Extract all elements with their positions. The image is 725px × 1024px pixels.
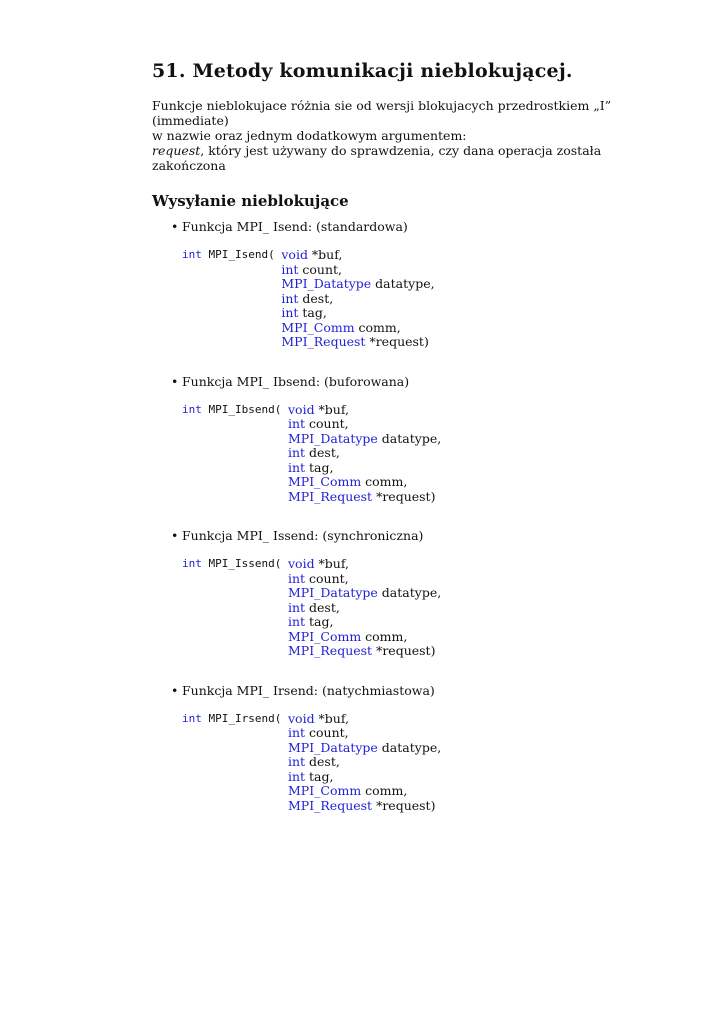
code-signature bbox=[182, 248, 622, 350]
parameter-row bbox=[281, 335, 434, 350]
parameter-row bbox=[288, 784, 441, 799]
parameter-name: *request) bbox=[372, 797, 436, 813]
parameter-type: int bbox=[281, 305, 299, 320]
parameter-row bbox=[288, 490, 441, 505]
parameter-type: MPI_Comm bbox=[287, 628, 362, 644]
parameter-type: MPI_Request bbox=[287, 488, 373, 504]
parameter-row bbox=[281, 248, 434, 263]
parameter-type: MPI_Request bbox=[287, 797, 373, 813]
parameter-type: MPI_Comm bbox=[287, 474, 362, 489]
parameter-list bbox=[281, 248, 434, 350]
function-bullet-label: Funkcja MPI_ Irsend: (natychmiastowa) bbox=[182, 682, 435, 698]
parameter-name: datatype, bbox=[377, 585, 442, 600]
parameter-name: *buf, bbox=[314, 556, 350, 571]
parameter-name: *buf, bbox=[307, 247, 343, 262]
parameter-name: *request) bbox=[372, 488, 436, 504]
parameter-row bbox=[288, 417, 441, 432]
function-signature-head bbox=[182, 712, 288, 727]
parameter-type: void bbox=[281, 247, 308, 262]
function-name: MPI_Issend( bbox=[208, 557, 282, 570]
parameter-row bbox=[288, 432, 441, 447]
bullet-dot-icon: • bbox=[171, 373, 179, 389]
parameter-list bbox=[288, 403, 441, 505]
function-bullet-label: Funkcja MPI_ Isend: (standardowa) bbox=[182, 219, 408, 234]
parameter-name: dest, bbox=[305, 599, 340, 615]
parameter-type: int bbox=[287, 599, 306, 615]
parameter-row bbox=[288, 741, 441, 756]
parameter-row bbox=[288, 586, 441, 601]
parameter-type: void bbox=[287, 401, 315, 417]
parameter-row bbox=[288, 770, 441, 785]
bullet-dot-icon: • bbox=[171, 528, 179, 543]
function-bullet bbox=[152, 374, 622, 389]
parameter-type: int bbox=[287, 459, 306, 475]
parameter-name: datatype, bbox=[371, 276, 435, 291]
parameter-row bbox=[288, 446, 441, 461]
parameter-row bbox=[281, 306, 434, 321]
parameter-name: count, bbox=[305, 725, 349, 740]
function-name: MPI_Ibsend( bbox=[208, 402, 282, 416]
parameter-row bbox=[288, 601, 441, 616]
parameter-name: *request) bbox=[372, 643, 436, 658]
function-name: MPI_Isend( bbox=[208, 248, 275, 261]
parameter-row bbox=[288, 726, 441, 741]
intro-line-1: Funkcje nieblokujace różnia sie od wersji blokujacych przedrostkiem „I” (immediate) bbox=[152, 98, 612, 128]
bullet-dot-icon: • bbox=[171, 219, 179, 234]
parameter-type: MPI_Request bbox=[287, 643, 373, 658]
parameter-type: int bbox=[287, 754, 306, 769]
parameter-name: comm, bbox=[361, 474, 408, 489]
parameter-row bbox=[288, 475, 441, 490]
parameter-type: MPI_Datatype bbox=[281, 276, 372, 291]
parameter-name: count, bbox=[305, 570, 349, 586]
parameter-name: *request) bbox=[365, 334, 429, 349]
parameter-name: dest, bbox=[305, 445, 340, 460]
parameter-row bbox=[288, 572, 441, 587]
parameter-name: comm, bbox=[361, 628, 408, 644]
parameter-type: MPI_Datatype bbox=[287, 739, 378, 755]
parameter-name: comm, bbox=[361, 783, 408, 798]
parameter-list bbox=[288, 712, 441, 814]
parameter-type: int bbox=[287, 614, 306, 629]
parameter-row bbox=[281, 263, 434, 278]
parameter-row bbox=[288, 615, 441, 630]
parameter-name: tag, bbox=[298, 305, 327, 320]
function-signature-head bbox=[182, 403, 288, 418]
parameter-row bbox=[281, 292, 434, 307]
parameter-name: datatype, bbox=[377, 739, 442, 755]
parameter-row bbox=[281, 277, 434, 292]
parameter-row bbox=[288, 644, 441, 659]
parameter-row bbox=[288, 799, 441, 814]
parameter-row bbox=[288, 630, 441, 645]
parameter-name: tag, bbox=[305, 459, 334, 475]
parameter-type: MPI_Request bbox=[281, 334, 366, 349]
intro-emphasis: request bbox=[152, 143, 201, 158]
function-list bbox=[152, 219, 622, 813]
parameter-type: void bbox=[287, 710, 315, 726]
function-signature-head bbox=[182, 248, 281, 263]
bullet-dot-icon: • bbox=[171, 682, 179, 698]
document-page bbox=[152, 58, 622, 837]
parameter-row bbox=[288, 403, 441, 418]
return-type: int bbox=[182, 248, 202, 261]
parameter-type: int bbox=[287, 725, 306, 740]
function-bullet bbox=[152, 528, 622, 543]
parameter-name: tag, bbox=[305, 614, 334, 629]
code-signature bbox=[182, 712, 622, 814]
parameter-name: *buf, bbox=[314, 710, 350, 726]
parameter-type: MPI_Comm bbox=[281, 319, 355, 335]
parameter-row bbox=[288, 557, 441, 572]
function-bullet bbox=[152, 683, 622, 698]
parameter-type: MPI_Datatype bbox=[287, 585, 378, 600]
parameter-type: MPI_Datatype bbox=[287, 430, 378, 446]
function-name: MPI_Irsend( bbox=[208, 711, 282, 725]
parameter-row bbox=[288, 461, 441, 476]
parameter-row bbox=[288, 755, 441, 770]
parameter-type: int bbox=[281, 261, 299, 277]
parameter-name: tag, bbox=[305, 768, 334, 784]
parameter-name: datatype, bbox=[377, 430, 442, 446]
parameter-type: void bbox=[287, 556, 315, 571]
return-type: int bbox=[182, 402, 202, 416]
parameter-name: *buf, bbox=[314, 401, 350, 417]
parameter-type: int bbox=[281, 290, 299, 306]
parameter-list bbox=[288, 557, 441, 659]
return-type: int bbox=[182, 557, 202, 570]
parameter-name: comm, bbox=[354, 319, 401, 335]
parameter-name: dest, bbox=[305, 754, 340, 769]
code-signature bbox=[182, 557, 622, 659]
parameter-type: int bbox=[287, 445, 306, 460]
parameter-type: MPI_Comm bbox=[287, 783, 362, 798]
function-bullet bbox=[152, 219, 622, 234]
function-bullet-label: Funkcja MPI_ Issend: (synchroniczna) bbox=[182, 528, 424, 543]
parameter-type: int bbox=[287, 768, 306, 784]
parameter-name: count, bbox=[305, 416, 349, 431]
intro-paragraph bbox=[152, 98, 622, 173]
parameter-name: dest, bbox=[298, 290, 334, 306]
function-bullet-label: Funkcja MPI_ Ibsend: (buforowana) bbox=[182, 373, 410, 389]
parameter-row bbox=[288, 712, 441, 727]
intro-line-2: w nazwie oraz jednym dodatkowym argumentem: bbox=[152, 128, 467, 143]
intro-line-3-rest: , który jest używany do sprawdzenia, czy dana operacja została zakończona bbox=[152, 143, 602, 173]
parameter-type: int bbox=[287, 570, 306, 586]
code-signature bbox=[182, 403, 622, 505]
parameter-type: int bbox=[287, 416, 306, 431]
intro-line-3 bbox=[152, 143, 622, 173]
return-type: int bbox=[182, 711, 202, 725]
page-title: 51. Metody komunikacji nieblokującej. bbox=[152, 60, 573, 82]
function-signature-head bbox=[182, 557, 288, 572]
parameter-name: count, bbox=[298, 261, 343, 277]
section-title: Wysyłanie nieblokujące bbox=[152, 192, 349, 210]
parameter-row bbox=[281, 321, 434, 336]
